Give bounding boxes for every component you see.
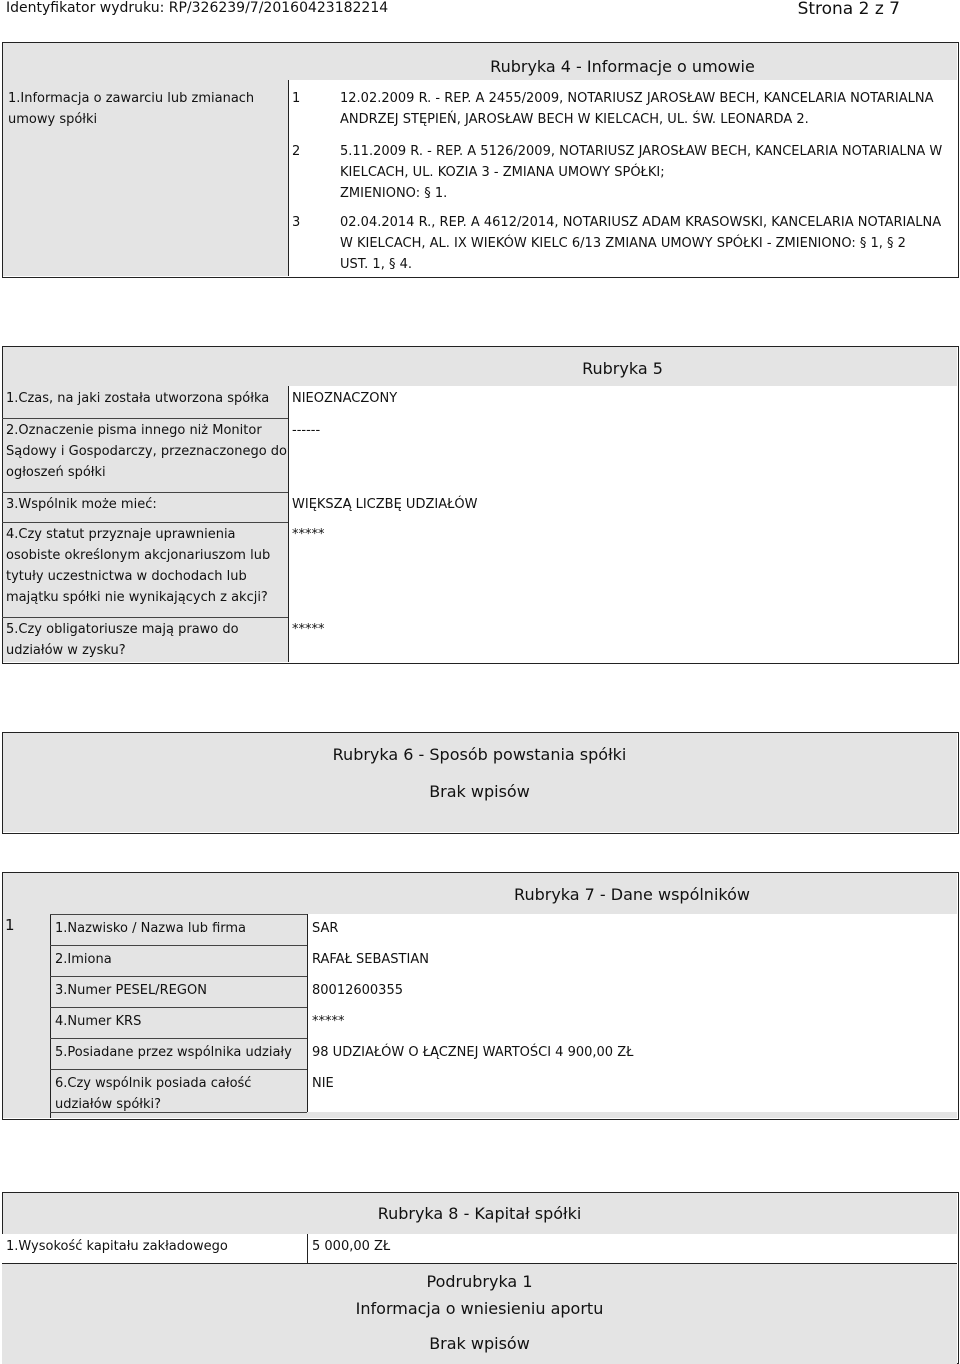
entry-text-line: 12.02.2009 R. - REP. A 2455/2009, NOTARIUSZ JAROSŁAW BECH, KANCELARIA NOTARIALNA (340, 91, 934, 106)
r5-value-cell (288, 522, 958, 617)
r5-row-label: Sądowy i Gospodarczy, przeznaczonego do (6, 444, 287, 459)
r5-row-label: osobiste określonym akcjonariuszom lub (6, 548, 271, 563)
r7-row-divider (50, 976, 307, 977)
r7-row-value: ***** (312, 1014, 345, 1029)
rubryka-7-title: Rubryka 7 - Dane wspólników (514, 885, 750, 904)
rubryka-8-title: Rubryka 8 - Kapitał spółki (377, 1204, 582, 1223)
entry-text-line: ANDRZEJ STĘPIEŃ, JAROSŁAW BECH W KIELCACH, UL. ŚW. LEONARDA 2. (340, 112, 809, 127)
r7-row-label: udziałów spółki? (55, 1097, 162, 1112)
entry-text-line: 5.11.2009 R. - REP. A 5126/2009, NOTARIUSZ JAROSŁAW BECH, KANCELARIA NOTARIALNA W (340, 144, 943, 159)
r7-row-label: 1.Nazwisko / Nazwa lub firma (55, 921, 247, 936)
entry-number: 1 (292, 91, 301, 106)
entry-text-line: KIELCACH, UL. KOZIA 3 - ZMIANA UMOWY SPÓŁKI; (340, 165, 665, 180)
rubryka-4-title: Rubryka 4 - Informacje o umowie (490, 57, 755, 76)
r7-row-value: RAFAŁ SEBASTIAN (312, 952, 429, 967)
r5-row-label: udziałów w zysku? (6, 643, 126, 658)
r7-row-label: 5.Posiadane przez wspólnika udziały (55, 1045, 292, 1060)
r7-row-value: NIE (312, 1076, 334, 1091)
rubryka-6-empty: Brak wpisów (429, 782, 530, 801)
r7-row-label: 2.Imiona (55, 952, 112, 967)
r5-row-label: majątku spółki nie wynikających z akcji? (6, 590, 268, 605)
r5-row-label: 3.Wspólnik może mieć: (6, 497, 157, 512)
partner-number: 1 (5, 916, 15, 934)
rubryka-8-empty: Brak wpisów (429, 1334, 530, 1353)
r7-row-value: 98 UDZIAŁÓW O ŁĄCZNEJ WARTOŚCI 4 900,00 ZŁ (312, 1045, 634, 1060)
rubryka-6-title: Rubryka 6 - Sposób powstania spółki (332, 745, 627, 764)
r7-value-cell (307, 1007, 958, 1038)
r7-row-divider (50, 1038, 307, 1039)
entry-number: 2 (292, 144, 301, 159)
r5-row-label: tytuły uczestnictwa w dochodach lub (6, 569, 247, 584)
r5-row-divider (2, 492, 288, 493)
r7-row-label: 6.Czy wspólnik posiada całość (55, 1076, 252, 1091)
entry-text-line: W KIELCACH, AL. IX WIEKÓW KIELC 6/13 ZMIANA UMOWY SPÓŁKI - ZMIENIONO: § 1, § 2 (340, 236, 906, 251)
r5-row-value: WIĘKSZĄ LICZBĘ UDZIAŁÓW (292, 497, 478, 512)
r5-row-value: NIEOZNACZONY (292, 391, 398, 406)
r5-row-divider (2, 522, 288, 523)
r7-row-divider (50, 1069, 307, 1070)
r5-value-cell (288, 418, 958, 492)
r5-row-label: 5.Czy obligatoriusze mają prawo do (6, 622, 239, 637)
r7-row-value: SAR (312, 921, 339, 936)
r7-row-value: 80012600355 (312, 983, 403, 998)
r7-value-cell (307, 914, 958, 945)
r7-row-divider (50, 914, 307, 915)
r7-row-label: 4.Numer KRS (55, 1014, 142, 1029)
capital-label: 1.Wysokość kapitału zakładowego (6, 1239, 228, 1254)
r4-label-line2: umowy spółki (8, 112, 98, 127)
entry-text-line: 02.04.2014 R., REP. A 4612/2014, NOTARIUSZ ADAM KRASOWSKI, KANCELARIA NOTARIALNA (340, 215, 942, 230)
print-identifier: Identyfikator wydruku: RP/326239/7/20160423182214 (6, 0, 389, 16)
rubryka-5-title: Rubryka 5 (582, 359, 663, 378)
entry-text-line: ZMIENIONO: § 1. (340, 186, 448, 201)
capital-value: 5 000,00 ZŁ (312, 1239, 391, 1254)
r5-row-value: ***** (292, 622, 325, 637)
r7-row-divider (50, 1112, 307, 1113)
r5-row-label: 2.Oznaczenie pisma innego niż Monitor (6, 423, 262, 438)
r7-value-cell (307, 976, 958, 1007)
subsection-title: Podrubryka 1 (426, 1272, 533, 1291)
r7-row-label: 3.Numer PESEL/REGON (55, 983, 207, 998)
r4-label-line1: 1.Informacja o zawarciu lub zmianach (8, 91, 255, 106)
entry-number: 3 (292, 215, 301, 230)
r5-row-label: ogłoszeń spółki (6, 465, 106, 480)
r7-value-cell (307, 1069, 958, 1112)
r7-row-divider (50, 1007, 307, 1008)
r5-row-label: 4.Czy statut przyznaje uprawnienia (6, 527, 236, 542)
entry-text-line: UST. 1, § 4. (340, 257, 413, 272)
r5-row-divider (2, 617, 288, 618)
r5-row-divider (2, 418, 288, 419)
r5-row-label: 1.Czas, na jaki została utworzona spółka (6, 391, 270, 406)
r5-value-cell (288, 617, 958, 662)
r7-row-divider (50, 945, 307, 946)
page-number: Strona 2 z 7 (797, 0, 900, 19)
r5-row-value: ------ (292, 423, 321, 438)
r5-row-value: ***** (292, 527, 325, 542)
subsection-subtitle: Informacja o wniesieniu aportu (355, 1299, 604, 1318)
